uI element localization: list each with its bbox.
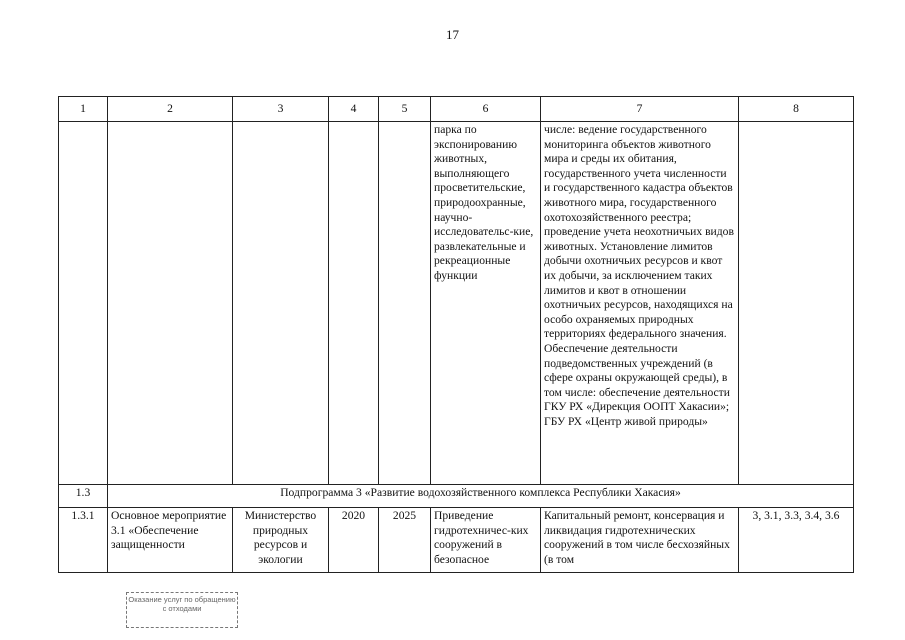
cell-event: Основное мероприятие 3.1 «Обеспечение защищенности — [108, 508, 233, 573]
header-col-6: 6 — [431, 97, 541, 122]
table-row — [59, 508, 854, 573]
cell-number: 1.3.1 — [59, 508, 108, 573]
cell-description: Капитальный ремонт, консервация и ликвидация гидротехнических сооружений в том числе бесхозяйных (в том — [541, 508, 739, 573]
table-header-row — [59, 97, 854, 122]
page-number: 17 — [446, 27, 459, 42]
cell-indicators — [739, 122, 854, 485]
cell-start-year — [329, 122, 379, 485]
header-col-7: 7 — [541, 97, 739, 122]
cell-indicators: 3, 3.1, 3.3, 3.4, 3.6 — [739, 508, 854, 573]
header-col-2: 2 — [108, 97, 233, 122]
header-col-3: 3 — [233, 97, 329, 122]
cell-event — [108, 122, 233, 485]
program-table — [58, 96, 854, 573]
cell-executor: Министерство природных ресурсов и экологии — [233, 508, 329, 573]
cell-start-year: 2020 — [329, 508, 379, 573]
header-col-1: 1 — [59, 97, 108, 122]
header-col-4: 4 — [329, 97, 379, 122]
cell-result: Приведение гидротехничес-ких сооружений в безопасное — [431, 508, 541, 573]
cell-result: парка по экспонированию животных, выполняющего просветительские, природоохранные, научно-исследовательс-кие, развлекательные и рекреационные функции — [431, 122, 541, 485]
cell-executor — [233, 122, 329, 485]
stamp: Оказание услуг по обращению с отходами — [126, 592, 238, 628]
subprogram-number: 1.3 — [59, 485, 108, 508]
subprogram-title: Подпрограмма 3 «Развитие водохозяйственного комплекса Республики Хакасия» — [108, 485, 854, 508]
subprogram-row — [59, 485, 854, 508]
cell-number — [59, 122, 108, 485]
header-col-5: 5 — [379, 97, 431, 122]
cell-description: числе: ведение государственного мониторинга объектов животного мира и среды их обитания, государственного учета численности и государственного кадастра объектов животного мира, государственного охотохозяйственного реестра; проведение учета неохотничьих видов животных. Установление лимитов добычи охотничьих ресурсов и квот их добычи, за исключением таких лимитов и квот в отношении охотничьих ресурсов, находящихся на особо охраняемых природных территориях федерального значения. Обеспечение деятельности подведомственных учреждений (в сфере охраны окружающей среды), в том числе: обеспечение деятельности ГКУ РХ «Дирекция ООПТ Хакасии»; ГБУ РХ «Центр живой природы» — [541, 122, 739, 485]
header-col-8: 8 — [739, 97, 854, 122]
cell-end-year — [379, 122, 431, 485]
table-row — [59, 122, 854, 485]
cell-end-year: 2025 — [379, 508, 431, 573]
